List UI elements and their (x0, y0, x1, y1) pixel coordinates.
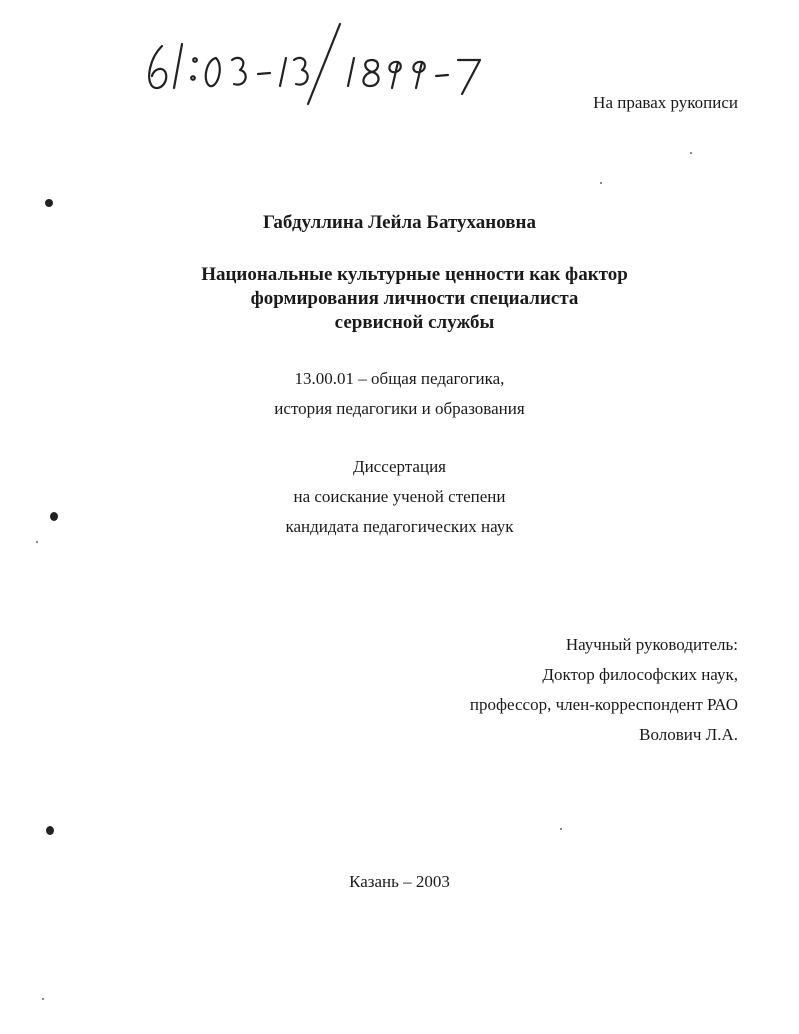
scan-speck (690, 152, 692, 154)
degree-line: Диссертация (352, 457, 446, 476)
specialty-line: история педагогики и образования (274, 399, 525, 418)
specialty-line: 13.00.01 – общая педагогика, (294, 369, 505, 388)
supervisor-line: Научный руководитель: (565, 635, 738, 654)
degree-block (0, 452, 799, 542)
handwritten-catalog-number (140, 18, 510, 108)
scan-speck (600, 182, 602, 184)
title-line: сервисной службы (334, 312, 495, 333)
supervisor-line: профессор, член-корреспондент РАО (469, 695, 738, 714)
degree-line: на соискание ученой степени (293, 487, 506, 506)
supervisor-line: Доктор философских наук, (542, 665, 738, 684)
scan-speck (36, 541, 38, 543)
punch-mark (50, 512, 58, 521)
dissertation-title (0, 263, 799, 335)
supervisor-line: Волович Л.А. (639, 725, 738, 744)
punch-mark (45, 199, 53, 207)
specialty-block (0, 364, 799, 424)
handwritten-catalog-number-drawing (140, 18, 510, 108)
punch-mark (46, 826, 54, 835)
supervisor-block (470, 630, 738, 750)
title-line: формирования личности специалиста (250, 288, 579, 309)
scan-speck (560, 828, 562, 830)
degree-line: кандидата педагогических наук (285, 517, 514, 536)
scan-speck (42, 998, 44, 1000)
author-name: Габдуллина Лейла Батухановна (263, 212, 536, 233)
city-year: Казань – 2003 (349, 872, 450, 891)
rights-note: На правах рукописи (593, 93, 738, 112)
title-line: Национальные культурные ценности как фактор (201, 264, 628, 285)
